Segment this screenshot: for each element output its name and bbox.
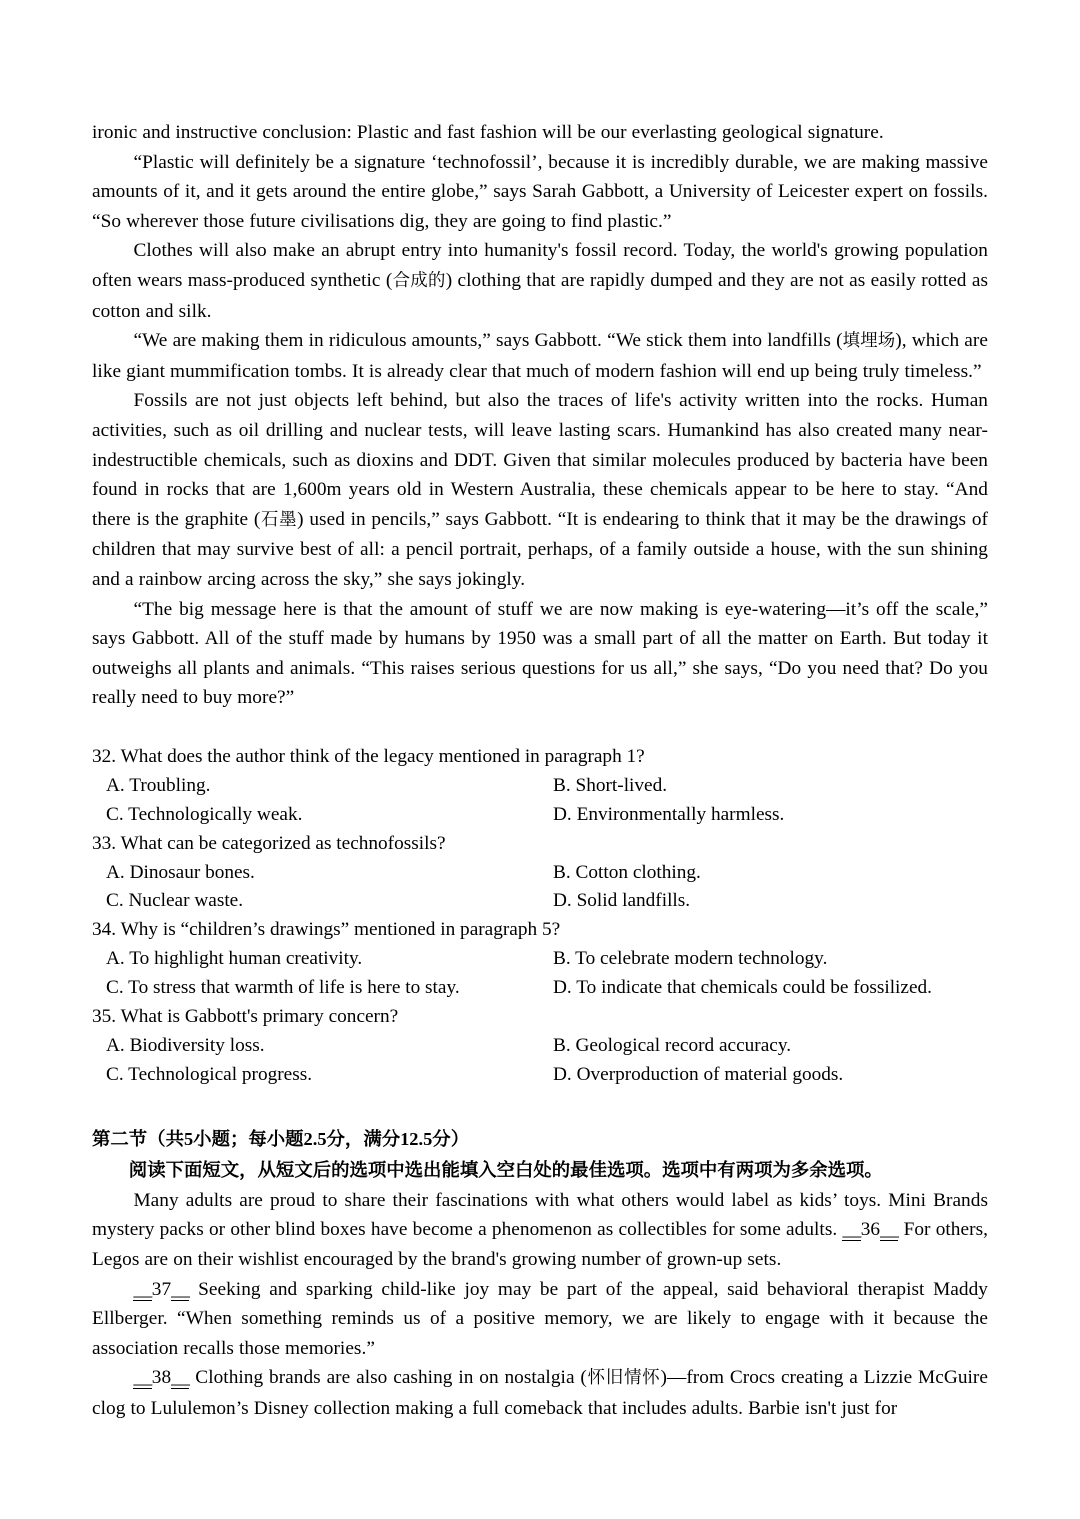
blank-38[interactable]: __38__ xyxy=(133,1367,190,1389)
option-d[interactable]: D. To indicate that chemicals could be fossilized. xyxy=(553,977,932,999)
option-c[interactable]: C. Nuclear waste. xyxy=(106,890,244,912)
heading-points-total: 12.5 xyxy=(400,1128,433,1149)
passage-text-before: Clothes will also make an abrupt entry into humanity's fossil record. Today, the world's growing population often wears mass-produced synthetic ( xyxy=(92,240,988,291)
passage-paragraph-4 xyxy=(92,386,988,594)
cloze-text-after: )—from Crocs creating a Lizzie McGuire clog to Lululemon’s Disney collection making a full comeback that includes adults. Barbie isn't just for xyxy=(92,1367,988,1419)
option-row-ab xyxy=(92,772,988,801)
cloze-text-before: Many adults are proud to share their fascinations with what others would label as kids’ toys. Mini Brands mystery packs or other blind boxes have become a phenomenon as collectibles for some adults. xyxy=(92,1189,988,1241)
option-c[interactable]: C. Technologically weak. xyxy=(106,803,303,825)
option-d[interactable]: D. Solid landfills. xyxy=(553,890,691,912)
option-row-ab xyxy=(92,859,988,888)
cloze-text-before: Clothing brands are also cashing in on nostalgia ( xyxy=(189,1367,587,1389)
cloze-text-after: Seeking and sparking child-like joy may be part of the appeal, said behavioral therapist Maddy Ellberger. “When something reminds us of a positive memory, we are likely to engage with it because the association recalls those memories.” xyxy=(92,1278,988,1359)
option-row-cd xyxy=(92,801,988,830)
chinese-gloss-graphite: 石墨 xyxy=(260,509,298,530)
option-row-ab xyxy=(92,1032,988,1061)
spacer xyxy=(92,713,988,743)
option-d[interactable]: D. Environmentally harmless. xyxy=(553,803,785,825)
option-b[interactable]: B. Short-lived. xyxy=(553,774,668,796)
page-content xyxy=(92,118,988,1424)
blank-36[interactable]: __36__ xyxy=(842,1219,899,1241)
heading-count: 5 xyxy=(183,1128,194,1149)
blank-number: 38 xyxy=(151,1367,172,1389)
chinese-gloss-synthetic: 合成的 xyxy=(392,270,446,291)
option-c[interactable]: C. Technological progress. xyxy=(106,1063,313,1085)
option-a[interactable]: A. Biodiversity loss. xyxy=(106,1034,265,1056)
passage-text-before: “We are making them in ridiculous amounts,” says Gabbott. “We stick them into landfills ( xyxy=(133,330,843,352)
option-a[interactable]: A. To highlight human creativity. xyxy=(106,948,363,970)
passage-text-after: ) used in pencils,” says Gabbott. “It is endearing to think that it may be the drawings of children that may survive best of all: a pencil portrait, perhaps, of a family outside a house, with the sun shining and a rainbow arcing across the sky,” she says jokingly. xyxy=(92,508,988,590)
passage-paragraph-3 xyxy=(92,326,988,386)
option-b[interactable]: B. Cotton clothing. xyxy=(553,861,701,883)
question-33 xyxy=(92,830,988,917)
section-two-instruction: 阅读下面短文，从短文后的选项中选出能填入空白处的最佳选项。选项中有两项为多余选项。 xyxy=(128,1159,883,1181)
blank-number: 37 xyxy=(151,1278,172,1300)
passage-paragraph-2 xyxy=(92,236,988,326)
heading-part-4: 分） xyxy=(432,1128,470,1150)
spacer xyxy=(92,1090,988,1124)
blank-37[interactable]: __37__ xyxy=(133,1278,190,1300)
passage-text-after: ) clothing that are rapidly dumped and they are not as easily rotted as cotton and silk. xyxy=(92,269,988,322)
chinese-gloss-nostalgia: 怀旧情怀 xyxy=(586,1368,661,1389)
question-stem: 33. What can be categorized as technofossils? xyxy=(92,832,446,854)
section-two xyxy=(92,1124,988,1424)
option-b[interactable]: B. Geological record accuracy. xyxy=(553,1034,792,1056)
cloze-paragraph-38 xyxy=(92,1363,988,1423)
option-row-cd xyxy=(92,887,988,916)
heading-part-3: 分，满分 xyxy=(326,1128,401,1150)
passage-paragraph-1: “Plastic will definitely be a signature ‘technofossil’, because it is incredibly durable, we are making massive amounts of it, and it gets around the entire globe,” says Sarah Gabbott, a University of Leicester expert on fossils. “So wherever those future civilisations dig, they are going to find plastic.” xyxy=(92,151,988,232)
heading-part-1: 第二节（共 xyxy=(92,1128,184,1150)
question-stem: 34. Why is “children’s drawings” mentioned in paragraph 5? xyxy=(92,919,561,941)
passage-text-before: Fossils are not just objects left behind, but also the traces of life's activity written into the rocks. Human activities, such as oil drilling and nuclear tests, will leave lasting scars. Humankind has also created many near-indestructible chemicals, such as dioxins and DDT. Given that similar molecules produced by bacteria have been found in rocks that are 1,600m years old in Western Australia, these chemicals appear to be here to stay. “And there is the graphite ( xyxy=(92,390,988,530)
passage-body xyxy=(92,118,988,713)
cloze-paragraph-36 xyxy=(92,1186,988,1275)
option-a[interactable]: A. Dinosaur bones. xyxy=(106,861,255,883)
passage-text-after: ), which are like giant mummification tombs. It is already clear that much of modern fashion will end up being truly timeless.” xyxy=(92,330,988,382)
passage-paragraph-0: ironic and instructive conclusion: Plastic and fast fashion will be our everlasting geological signature. xyxy=(92,122,884,143)
option-row-ab xyxy=(92,945,988,974)
blank-number: 36 xyxy=(860,1219,881,1241)
option-b[interactable]: B. To celebrate modern technology. xyxy=(553,948,828,970)
question-35 xyxy=(92,1003,988,1090)
question-stem: 32. What does the author think of the legacy mentioned in paragraph 1? xyxy=(92,745,645,767)
option-c[interactable]: C. To stress that warmth of life is here to stay. xyxy=(106,977,460,999)
question-stem: 35. What is Gabbott's primary concern? xyxy=(92,1006,399,1028)
option-row-cd xyxy=(92,974,988,1003)
question-list xyxy=(92,743,988,1090)
question-32 xyxy=(92,743,988,830)
option-row-cd xyxy=(92,1061,988,1090)
passage-paragraph-5: “The big message here is that the amount of stuff we are now making is eye-watering—it’s off the scale,” says Gabbott. All of the stuff made by humans by 1950 was a small part of all the matter on Earth. But today it outweighs all plants and animals. “This raises serious questions for us all,” she says, “Do you need that? Do you really need to buy more?” xyxy=(92,598,988,709)
cloze-paragraph-37 xyxy=(92,1275,988,1364)
heading-points-each: 2.5 xyxy=(303,1128,327,1149)
question-34 xyxy=(92,916,988,1003)
heading-part-2: 小题；每小题 xyxy=(193,1128,304,1150)
option-a[interactable]: A. Troubling. xyxy=(106,774,211,796)
option-d[interactable]: D. Overproduction of material goods. xyxy=(553,1063,844,1085)
section-two-heading xyxy=(92,1124,988,1155)
chinese-gloss-landfills: 填埋场 xyxy=(842,331,896,352)
cloze-text-after: For others, Legos are on their wishlist encouraged by the brand's growing number of grown-up sets. xyxy=(92,1219,988,1270)
